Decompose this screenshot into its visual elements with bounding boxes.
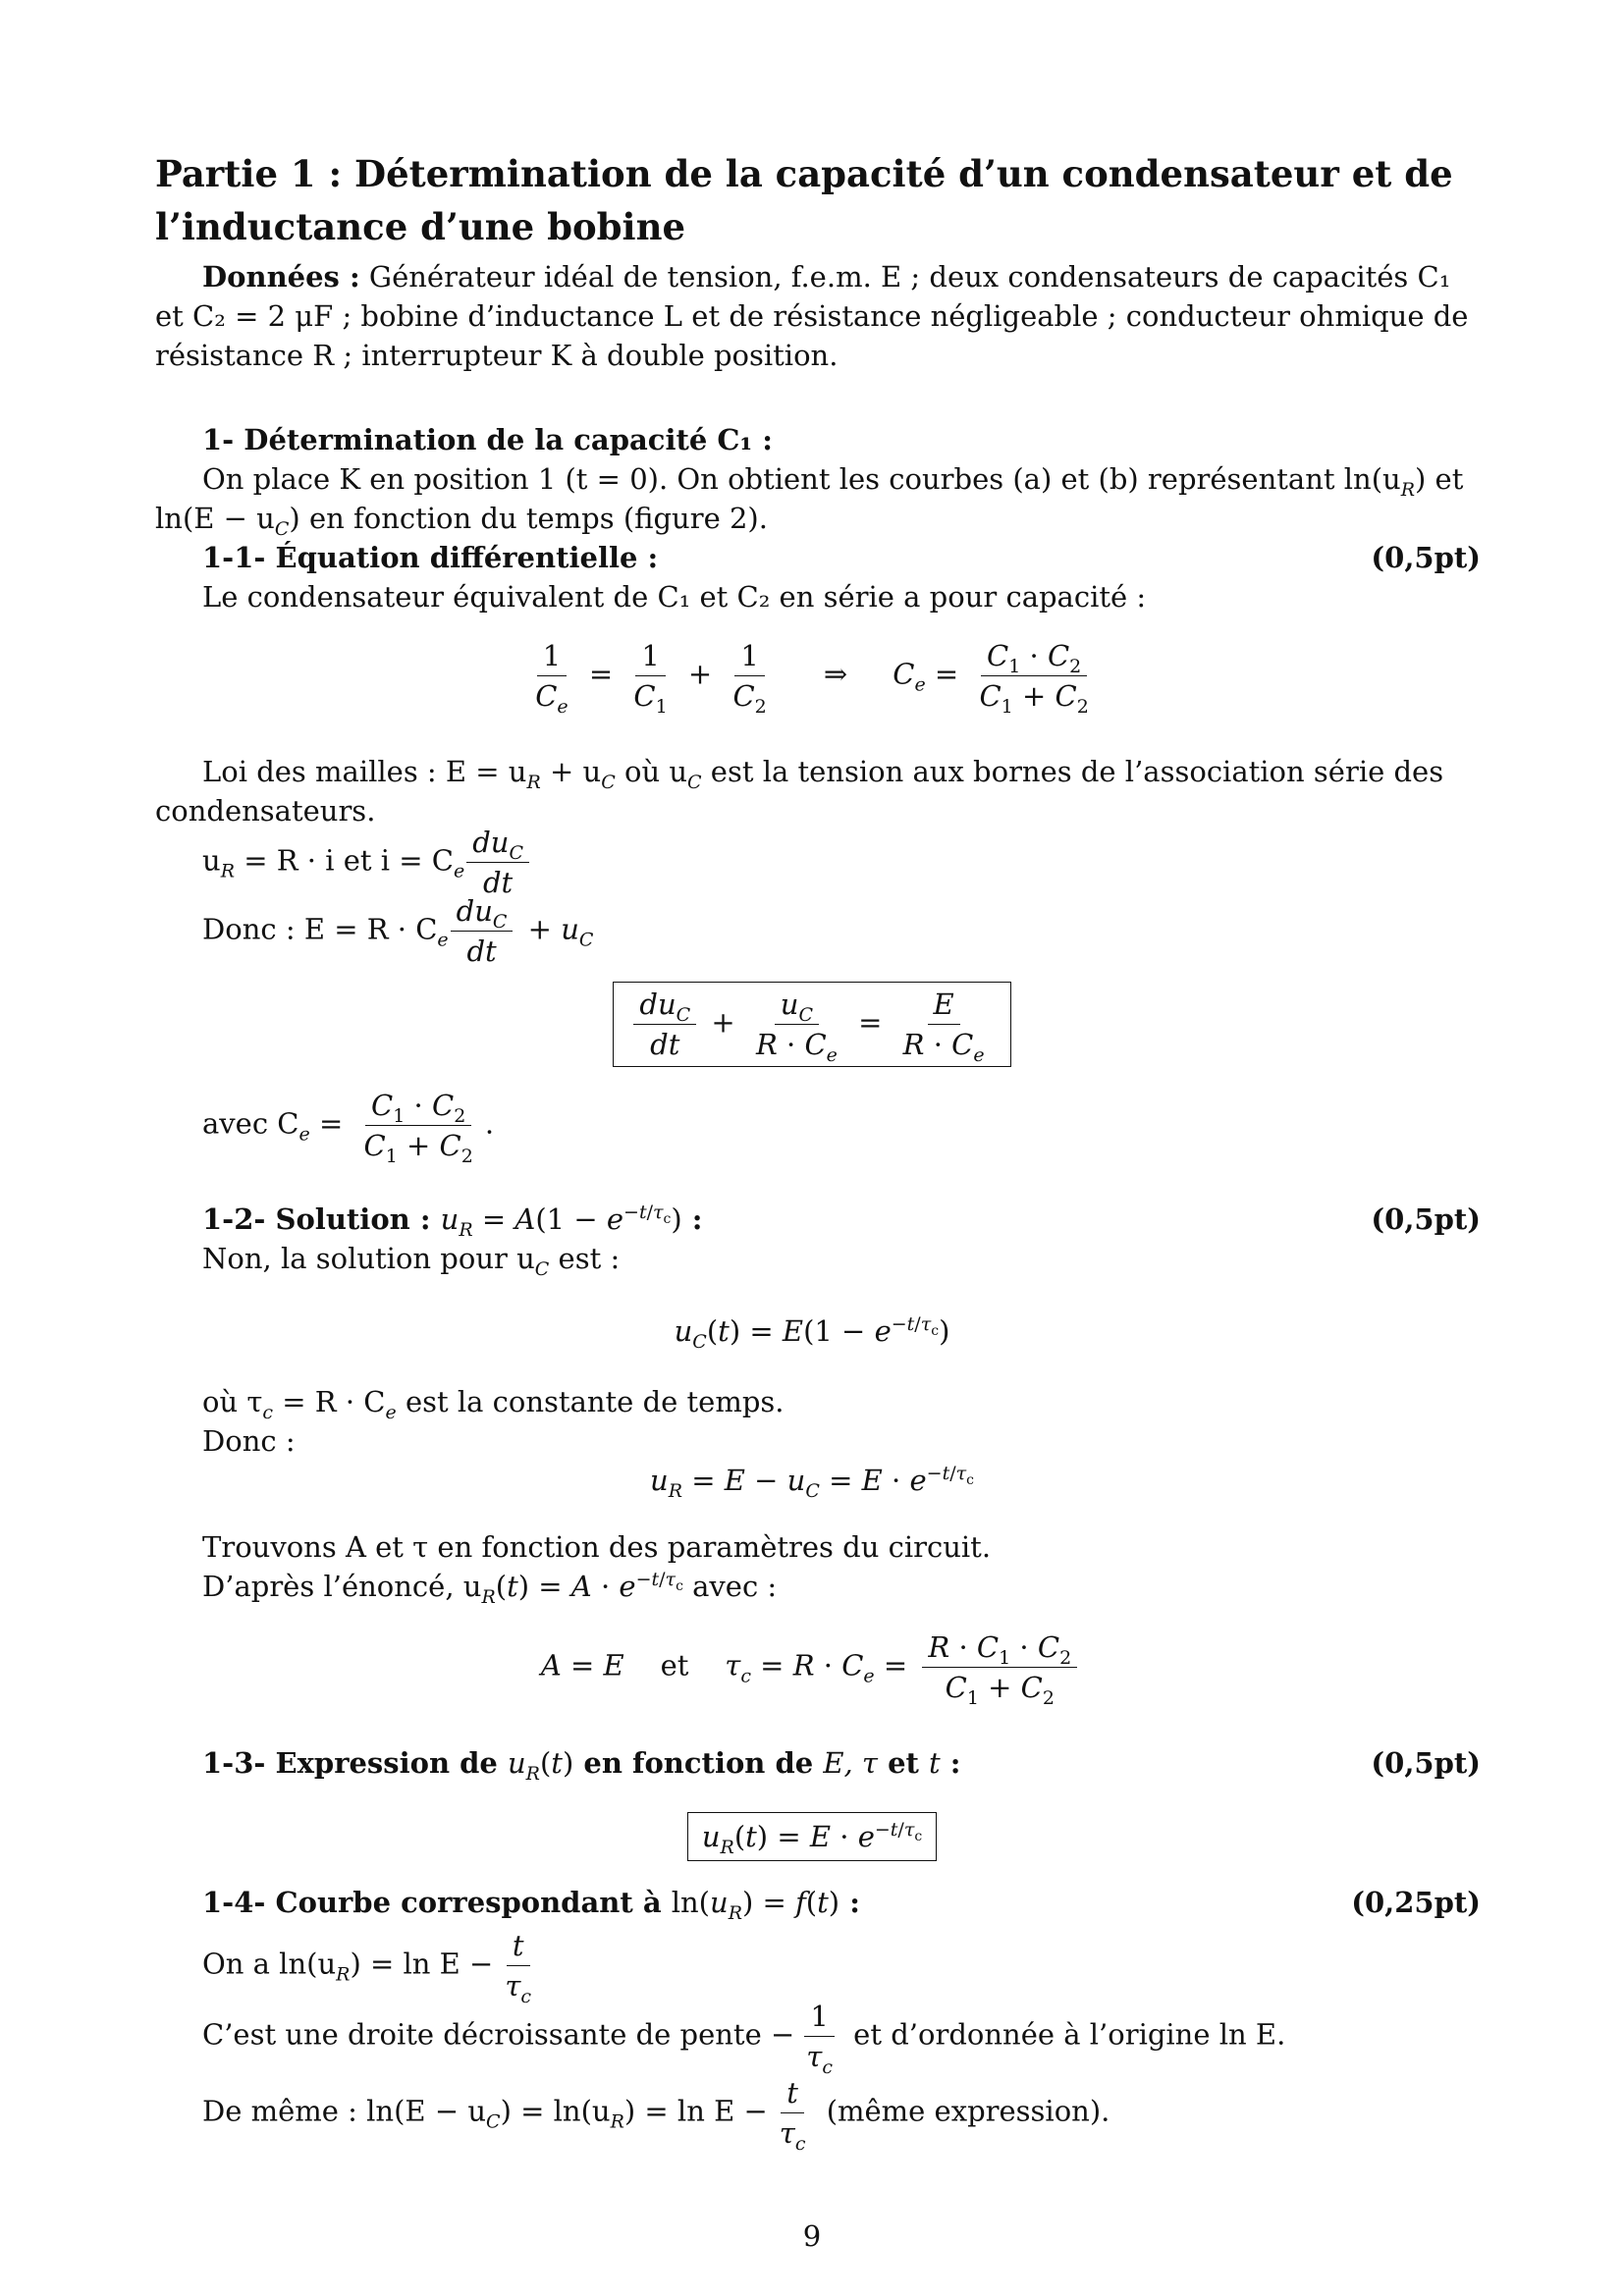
uc-solution: $u_C(t) = E(1 - e^{-t/\tau_c})$: [674, 1313, 950, 1353]
ur-relation: $u_R = R \cdot i$ et $i = C_e$ $\frac{du_C}{dt}$: [202, 825, 535, 900]
loi-mailles-line2: condensateurs.: [155, 794, 376, 828]
s14-droite: C’est une droite décroissante de pente − $\frac{1}{\tau_c}$ et d’ordonnée à l’origine ln E.: [202, 2000, 1286, 2078]
donnees-paragraph: [155, 257, 1481, 296]
s12-dapres: D’après l’énoncé, $u_R(t) = A \cdot e^{-t/\tau_c}$ avec :: [202, 1569, 778, 1608]
s1-heading: 1- Détermination de la capacité C₁ :: [202, 423, 773, 456]
donnees-line1: Générateur idéal de tension, f.e.m. E ; deux condensateurs de capacités C₁: [368, 260, 1451, 294]
s11-points: (0,5pt): [1371, 541, 1481, 574]
page-number: 9: [802, 2219, 822, 2253]
s12-trouvons: Trouvons A et τ en fonction des paramètres du circuit.: [202, 1530, 992, 1564]
s12-non: Non, la solution pour $u_C$ est :: [202, 1242, 621, 1280]
donnees-line2: et C₂ = 2 μF ; bobine d’inductance L et de résistance négligeable ; conducteur ohmique de: [155, 299, 1469, 333]
ur-boxed: $u_R(t) = E \cdot e^{-t/\tau_c}$: [0, 1812, 1624, 1861]
differential-equation-boxed: $\frac{du_C}{dt}$ + $\frac{u_C}{R \cdot C_e}$ = $\frac{E}{R \cdot C_e}$: [0, 982, 1624, 1067]
s11-heading: 1-1- Équation différentielle :: [202, 541, 659, 574]
s1-paragraph-line2: $\ln(E - u_C)$ en fonction du temps (figure 2).: [155, 502, 768, 540]
s14-meme: De même : $\ln(E - u_C) = \ln(u_R) = \ln E$ − $\frac{t}{\tau_c}$ (même expression).: [202, 2076, 1110, 2155]
avec-ce: avec $C_e$ = $\frac{C_1 \cdot C_2}{C_1 + C_2}$ .: [202, 1089, 495, 1167]
s12-points: (0,5pt): [1371, 1202, 1481, 1236]
s11-intro: Le condensateur équivalent de C₁ et C₂ en série a pour capacité :: [202, 580, 1147, 614]
loi-mailles-line1: Loi des mailles : $E = u_R + u_C$ où $u_C$ est la tension aux bornes de l’association série des: [202, 755, 1444, 793]
s14-ona: On a $\ln(u_R) = \ln E$ − $\frac{t}{\tau_c}$: [202, 1929, 532, 2007]
s13-points: (0,5pt): [1371, 1746, 1481, 1780]
s13-heading: 1-3- Expression de $u_R(t)$ en fonction de E, τ et t :: [202, 1746, 961, 1785]
donc-equation: Donc : $E = R \cdot C_e$ $\frac{du_C}{dt}$ + $u_C$: [202, 894, 594, 968]
s1-paragraph-line1: On place K en position 1 (t = 0). On obtient les courbes (a) et (b) représentant $\ln(u_R)$ et: [202, 462, 1464, 501]
s12-heading: 1-2- Solution : $u_R = A(1 - e^{-t/\tau_c})$ :: [202, 1201, 703, 1241]
s14-heading: 1-4- Courbe correspondant à $\ln(u_R) = f(t)$ :: [202, 1886, 860, 1924]
s12-donc: Donc :: [202, 1424, 296, 1458]
s14-points: (0,25pt): [1351, 1886, 1481, 1919]
section-title: Partie 1 : Détermination de la capacité d’un condensateur et de l’inductance d’une bobine: [155, 152, 1453, 248]
equation-ce: $\frac{1}{C_e}$ = $\frac{1}{C_1}$ + $\frac{1}{C_2}$ ⇒ $C_e$ = $\frac{C_1 \cdot C_2}{C_1 + C_2}$: [535, 639, 1089, 718]
donnees-label: Données :: [202, 260, 360, 294]
donnees-line3: résistance R ; interrupteur K à double position.: [155, 339, 839, 372]
s12-ou: où $\tau_c = R \cdot C_e$ est la constante de temps.: [202, 1385, 785, 1423]
ur-expression: $u_R = E - u_C = E \cdot e^{-t/\tau_c}$: [650, 1463, 974, 1502]
a-tau-values: A = E et $\tau_c = R \cdot C_e$ = $\frac{R \cdot C_1 \cdot C_2}{C_1 + C_2}$: [0, 1629, 1624, 1705]
